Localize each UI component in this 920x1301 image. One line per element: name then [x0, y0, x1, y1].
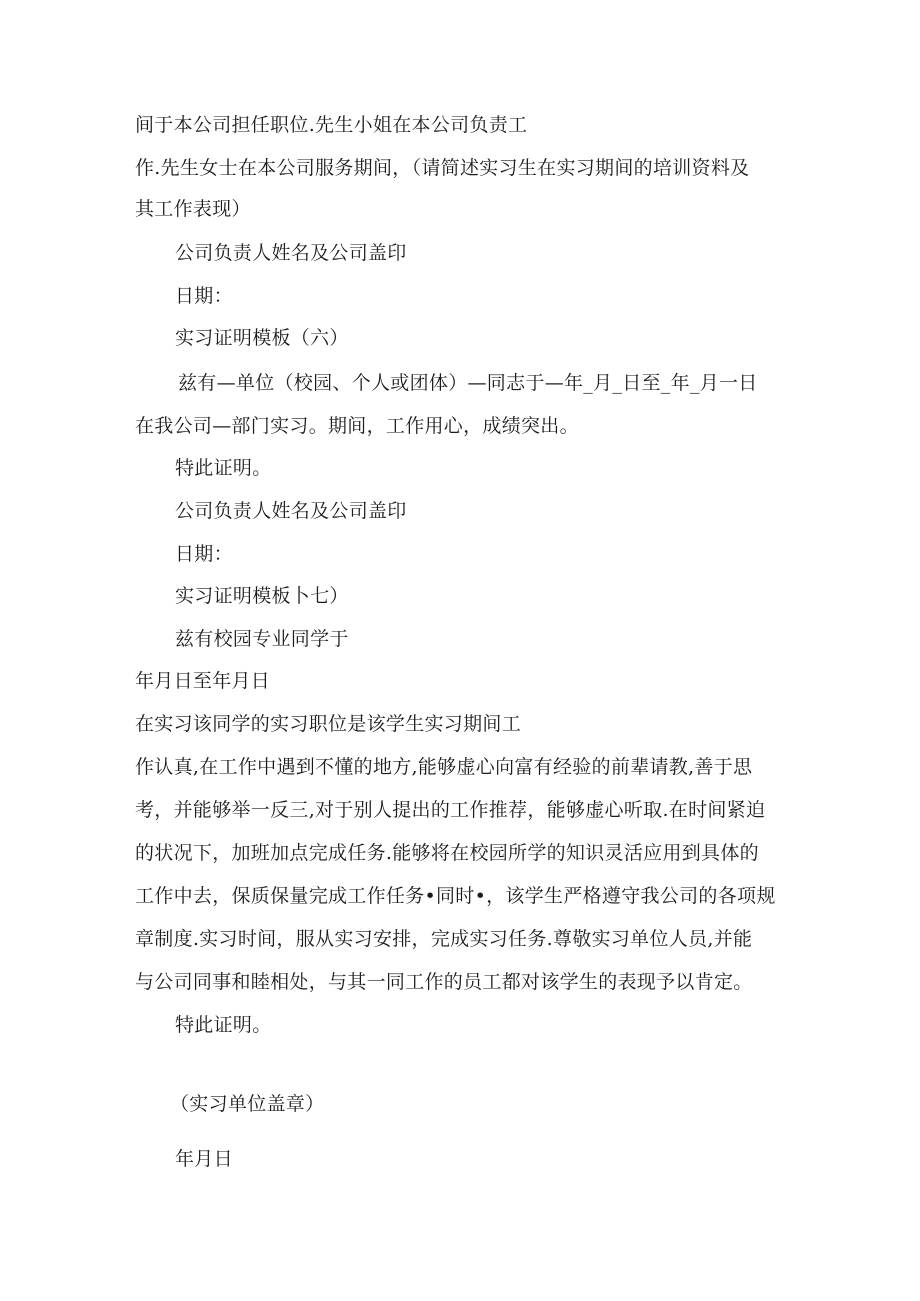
body-line-8: 在我公司—部门实习。期间，工作用心，成绩突出。: [135, 415, 579, 437]
body-line-14: 年月日至年月日: [135, 670, 271, 692]
body-line-19: 工作中去，保质保量完成工作任务•同时•，该学生严格遵守我公司的各项规: [135, 885, 776, 907]
seal-label: （实习单位盖章）: [170, 1093, 325, 1115]
body-line-17: 考，并能够举一反三,对于别人提出的工作推荐，能够虚心听取.在时间紧迫: [135, 799, 766, 821]
body-line-20: 章制度.实习时间，服从实习安排，完成实习任务.尊敬实习单位人员,并能: [135, 928, 753, 950]
section-title-6: 实习证明模板（六）: [175, 327, 349, 349]
body-line-18: 的状况下，加班加点完成任务.能够将在校园所学的知识灵活应用到具体的: [135, 842, 759, 864]
certify-line: 特此证明。: [175, 1014, 272, 1036]
body-line-7: 兹有—单位（校园、个人或团体）—同志于—年_月_日至_年_月一日: [178, 372, 758, 394]
closing-date: 年月日: [175, 1148, 233, 1170]
body-line-16: 作认真,在工作中遇到不懂的地方,能够虚心向富有经验的前辈请教,善于思: [135, 756, 753, 778]
date-label: 日期：: [175, 285, 233, 307]
signature-label: 公司负责人姓名及公司盖印: [175, 500, 407, 522]
body-line-1: 间于本公司担任职位.先生小姐在本公司负责工: [135, 114, 528, 136]
body-line-2: 作.先生女士在本公司服务期间，（请简述实习生在实习期间的培训资料及: [135, 157, 750, 179]
signature-label: 公司负责人姓名及公司盖印: [175, 242, 407, 264]
body-line-3: 其工作表现）: [135, 198, 251, 220]
body-line-15: 在实习该同学的实习职位是该学生实习期间工: [135, 713, 522, 735]
date-label: 日期：: [175, 543, 233, 565]
certify-line: 特此证明。: [175, 457, 272, 479]
body-line-13: 兹有校园专业同学于: [175, 628, 349, 650]
section-title-7: 实习证明模板卜七）: [175, 585, 349, 607]
body-line-21: 与公司同事和睦相处，与其一同工作的员工都对该学生的表现予以肯定。: [135, 971, 753, 993]
